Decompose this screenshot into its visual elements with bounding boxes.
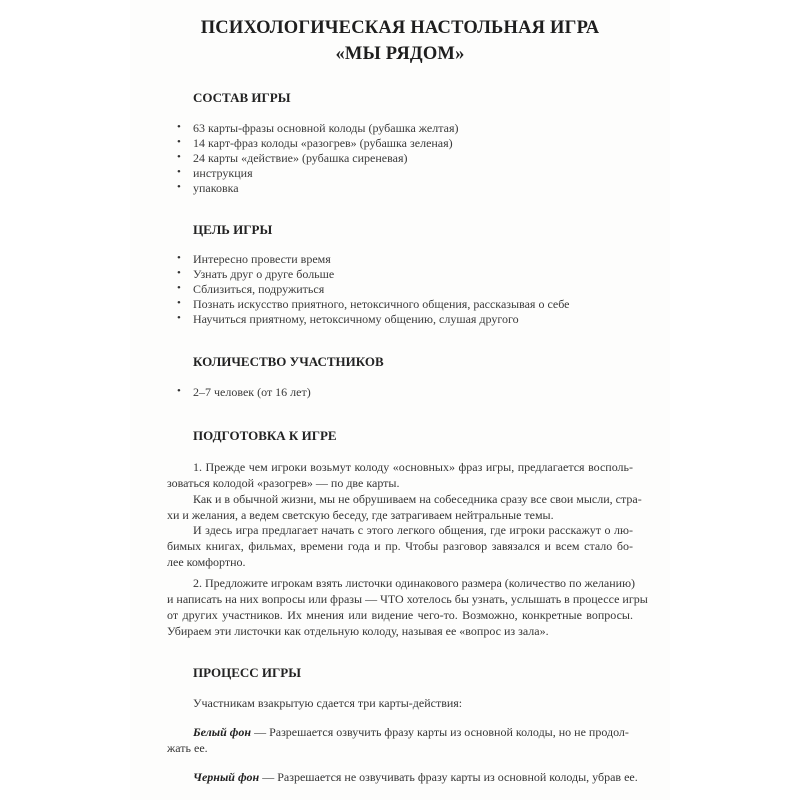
document-title-line-2: «МЫ РЯДОМ» <box>335 44 465 64</box>
list-item: • Узнать друг о друге больше <box>193 267 334 282</box>
black-card-text: — Разрешается не озвучивать фразу карты из основной колоды, убрав ее. <box>259 770 638 784</box>
paragraph-line: 2. Предложите игрокам взять листочки одинакового размера (количество по желанию) <box>193 576 636 590</box>
paragraph-line: зоваться колодой «разогрев» — по две карты. <box>167 476 400 490</box>
section-heading-preparation: ПОДГОТОВКА К ИГРЕ <box>193 428 337 443</box>
section-heading-goal: ЦЕЛЬ ИГРЫ <box>193 222 273 237</box>
paragraph-line: И здесь игра предлагает начать с этого легкого общения, где игроки расскажут о лю- <box>193 523 633 537</box>
paragraph-line: лее комфортно. <box>167 555 246 569</box>
list-item: • 63 карты-фразы основной колоды (рубашка желтая) <box>193 121 458 136</box>
list-item: • Научиться приятному, нетоксичному общению, слушая другого <box>193 312 519 327</box>
list-item: • 14 карт-фраз колоды «разогрев» (рубашка зеленая) <box>193 136 453 151</box>
paragraph-line: 1. Прежде чем игроки возьмут колоду «основных» фраз игры, предлагается восполь- <box>193 460 633 474</box>
section-heading-process: ПРОЦЕСС ИГРЫ <box>193 665 301 680</box>
list-item: • Интересно провести время <box>193 252 331 267</box>
white-card-rule <box>193 725 633 740</box>
white-card-rule-cont: жать ее. <box>167 741 208 755</box>
paragraph-line: Убираем эти листочки как отдельную колоду, называя ее «вопрос из зала». <box>167 624 549 638</box>
paragraph-line: хи и желания, а ведем светскую беседу, где затрагиваем нейтральные темы. <box>167 508 554 522</box>
list-item: • упаковка <box>193 181 239 196</box>
list-item: • Сблизиться, подружиться <box>193 282 324 297</box>
list-item: • Познать искусство приятного, нетоксичного общения, рассказывая о себе <box>193 297 570 312</box>
list-item: • 2–7 человек (от 16 лет) <box>193 385 311 400</box>
process-intro: Участникам взакрытую сдается три карты-действия: <box>193 696 463 710</box>
black-card-label: Черный фон <box>193 770 260 784</box>
white-card-label: Белый фон <box>193 725 252 739</box>
paragraph-line: и написать на них вопросы или фразы — ЧТО хотелось бы узнать, услышать в процессе игры <box>167 592 648 606</box>
list-item: • 24 карты «действие» (рубашка сиреневая) <box>193 151 407 166</box>
paragraph-line: от других участников. Их мнения или видение чего-то. Возможно, конкретные вопросы. <box>167 608 633 622</box>
section-heading-players: КОЛИЧЕСТВО УЧАСТНИКОВ <box>193 354 384 369</box>
document-title-line-1: ПСИХОЛОГИЧЕСКАЯ НАСТОЛЬНАЯ ИГРА <box>200 18 600 38</box>
list-item: • инструкция <box>193 166 253 181</box>
paragraph-line: Как и в обычной жизни, мы не обрушиваем на собеседника сразу все свои мысли, стра- <box>193 492 642 506</box>
paragraph-line: бимых книгах, фильмах, времени года и пр. Чтобы разговор завязался и всем стало бо- <box>167 539 633 553</box>
section-heading-composition: СОСТАВ ИГРЫ <box>193 90 291 105</box>
white-card-text: — Разрешается озвучить фразу карты из основной колоды, но не продол- <box>251 725 629 739</box>
black-card-rule <box>193 770 638 785</box>
